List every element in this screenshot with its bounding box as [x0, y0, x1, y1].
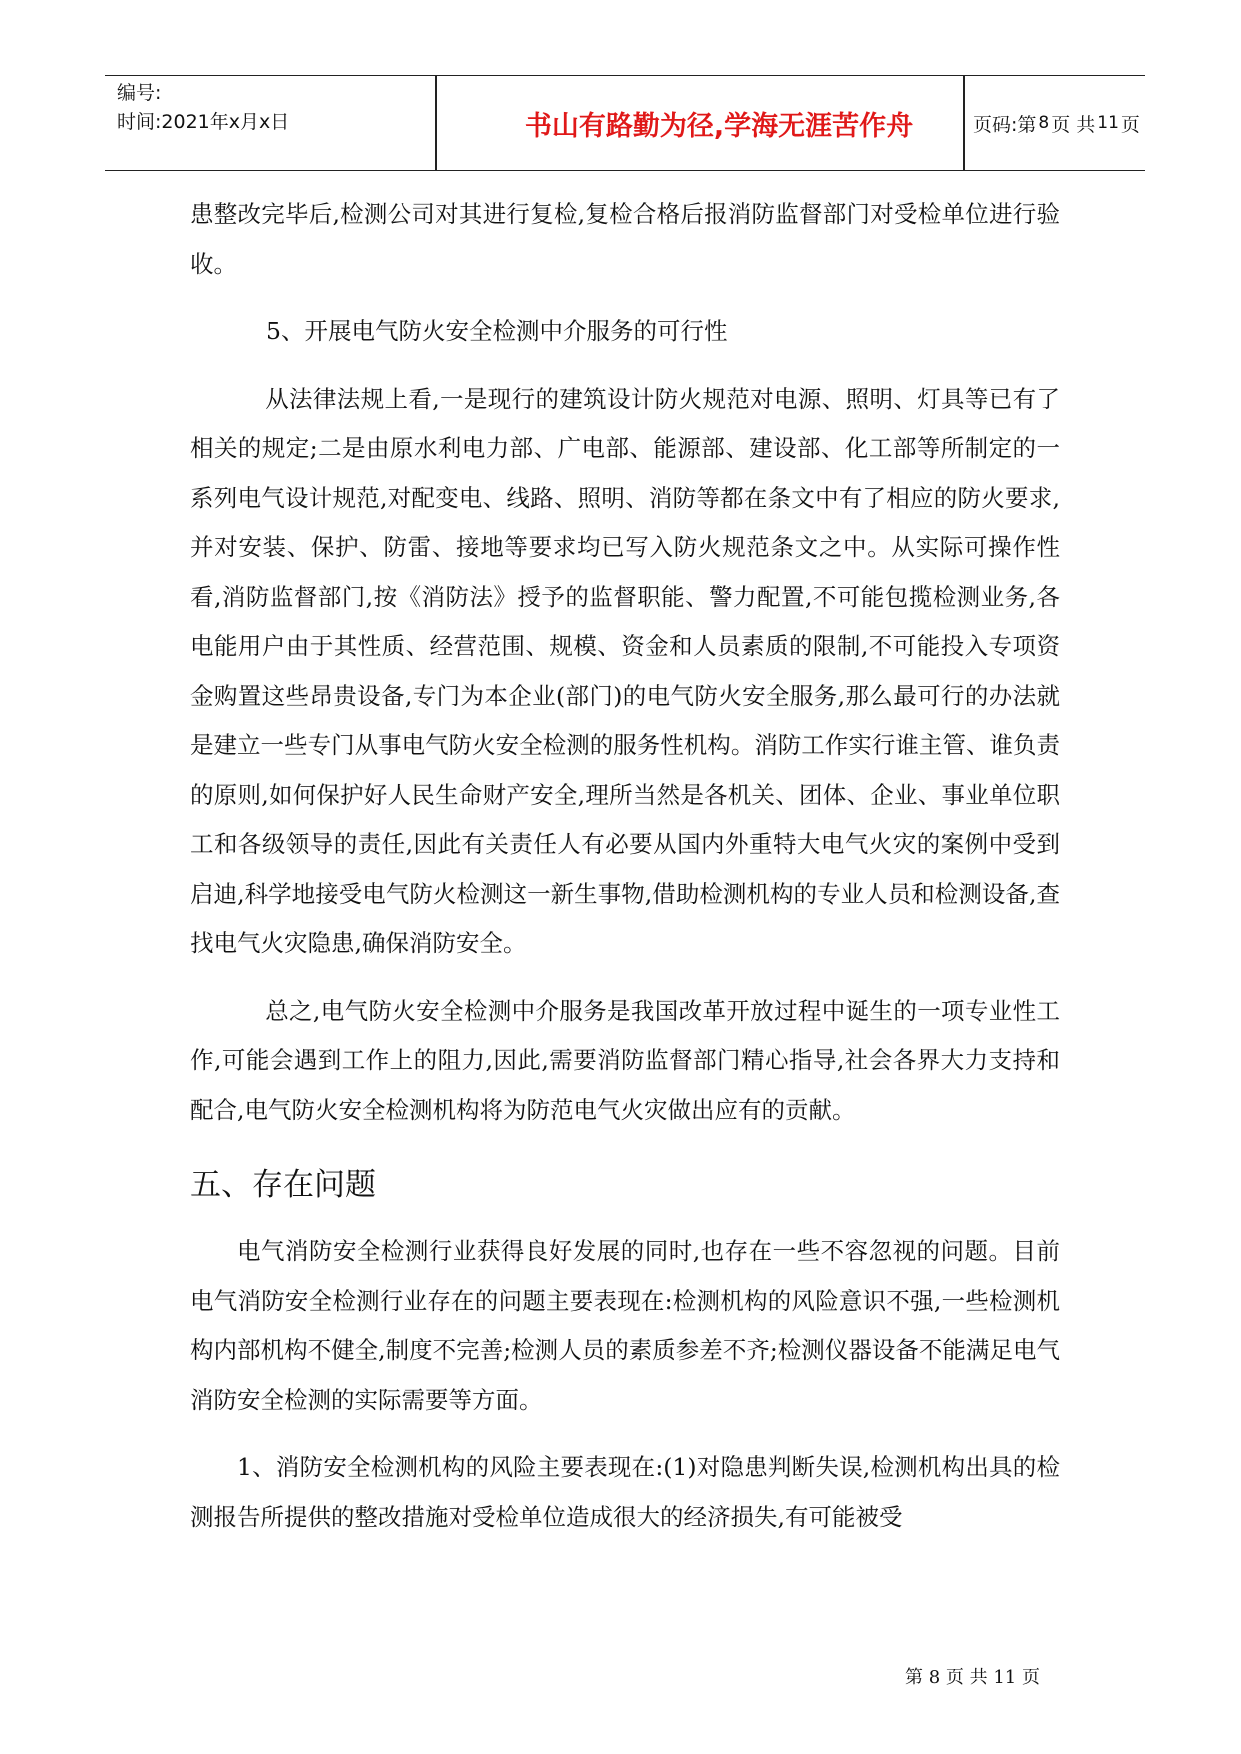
page-footer: 第 8 页 共 11 页: [905, 1667, 1040, 1688]
page-current: 8: [1038, 113, 1050, 133]
page-prefix: 页码:第: [973, 113, 1037, 136]
page-total: 11: [1097, 113, 1119, 133]
section-title-problems: 五、存在问题: [190, 1167, 376, 1203]
paragraph-summary: 总之,电气防火安全检测中介服务是我国改革开放过程中诞生的一项专业性工作,可能会遇到工作上的阻力,因此,需要消防监督部门精心指导,社会各界大力支持和配合,电气防火安全检测机构将为防范电气火灾做出应有的贡献。: [190, 996, 1060, 1124]
paragraph-continuation: 患整改完毕后,检测公司对其进行复检,复检合格后报消防监督部门对受检单位进行验收。: [190, 200, 1060, 278]
header-divider-left: [435, 76, 437, 170]
header-page-info: [973, 76, 1140, 170]
document-time: 时间:2021年x月x日: [117, 111, 290, 133]
page-header: [105, 75, 1145, 171]
document-body: [190, 190, 1060, 1542]
header-divider-right: [963, 76, 965, 170]
header-motto: 书山有路勤为径,学海无涯苦作舟: [524, 110, 914, 142]
page-mid: 页 共: [1051, 113, 1096, 136]
header-meta: [117, 79, 289, 137]
sub-heading-feasibility: 5、开展电气防火安全检测中介服务的可行性: [266, 317, 728, 345]
paragraph-problems: 电气消防安全检测行业获得良好发展的同时,也存在一些不容忽视的问题。目前电气消防安全检测行业存在的问题主要表现在:检测机构的风险意识不强,一些检测机构内部机构不健全,制度不完善;检测人员的素质参差不齐;检测仪器设备不能满足电气消防安全检测的实际需要等方面。: [190, 1237, 1060, 1414]
page-suffix: 页: [1120, 113, 1140, 136]
paragraph-feasibility: 从法律法规上看,一是现行的建筑设计防火规范对电源、照明、灯具等已有了相关的规定;二是由原水利电力部、广电部、能源部、建设部、化工部等所制定的一系列电气设计规范,对配变电、线路、照明、消防等都在条文中有了相应的防火要求,并对安装、保护、防雷、接地等要求均已写入防火规范条文之中。从实际可操作性看,消防监督部门,按《消防法》授予的监督职能、警力配置,不可能包揽检测业务,各电能用户由于其性质、经营范围、规模、资金和人员素质的限制,不可能投入专项资金购置这些昂贵设备,专门为本企业(部门)的电气防火安全服务,那么最可行的办法就是建立一些专门从事电气防火安全检测的服务性机构。消防工作实行谁主管、谁负责的原则,如何保护好人民生命财产安全,理所当然是各机关、团体、企业、事业单位职工和各级领导的责任,因此有关责任人有必要从国内外重特大电气火灾的案例中受到启迪,科学地接受电气防火检测这一新生事物,借助检测机构的专业人员和检测设备,查找电气火灾隐患,确保消防安全。: [190, 384, 1060, 957]
paragraph-risk: 1、消防安全检测机构的风险主要表现在:(1)对隐患判断失误,检测机构出具的检测报告所提供的整改措施对受检单位造成很大的经济损失,有可能被受: [190, 1453, 1060, 1531]
document-number-label: 编号:: [117, 82, 162, 104]
